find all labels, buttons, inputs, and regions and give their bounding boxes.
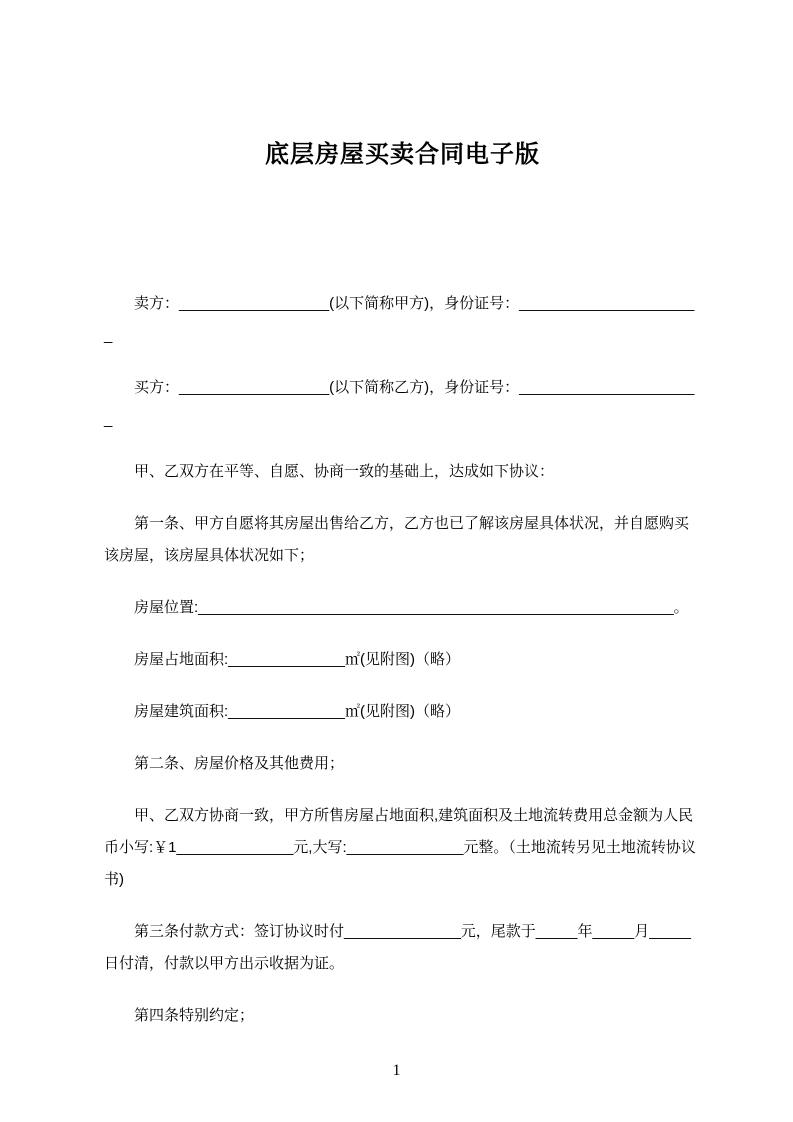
seller-line: 卖方：__________________(以下简称甲方)，身份证号：______________________ xyxy=(104,295,695,344)
clause-2-price: 甲、乙双方协商一致，甲方所售房屋占地面积,建筑面积及土地流转费用总金额为人民币小写:￥1______________元,大写:______________元整。（土地流转另见土地流转协议书) xyxy=(104,807,696,888)
document-title: 底层房屋买卖合同电子版 xyxy=(265,141,540,168)
page-number: 1 xyxy=(392,1062,401,1079)
clause-3-payment: 第三条付款方式：签订协议时付______________元，尾款于_____年_____月_____日付清，付款以甲方出示收据为证。 xyxy=(104,923,691,972)
land-area-line: 房屋占地面积:______________㎡(见附图)（略） xyxy=(134,651,460,668)
clause-4-heading: 第四条特别约定； xyxy=(134,1007,255,1024)
clause-2-heading: 第二条、房屋价格及其他费用； xyxy=(134,755,345,772)
contract-body xyxy=(104,288,701,1032)
clause-1: 第一条、甲方自愿将其房屋出售给乙方，乙方也已了解该房屋具体状况，并自愿购买该房屋，该房屋具体状况如下； xyxy=(104,515,690,564)
agreement-intro: 甲、乙双方在平等、自愿、协商一致的基础上，达成如下协议： xyxy=(134,463,555,480)
house-location-line: 房屋位置:_________________________________________________________。 xyxy=(134,599,689,616)
buyer-line: 买方：__________________(以下简称乙方)，身份证号：______________________ xyxy=(104,379,695,428)
building-area-line: 房屋建筑面积:______________㎡(见附图)（略） xyxy=(134,703,460,720)
